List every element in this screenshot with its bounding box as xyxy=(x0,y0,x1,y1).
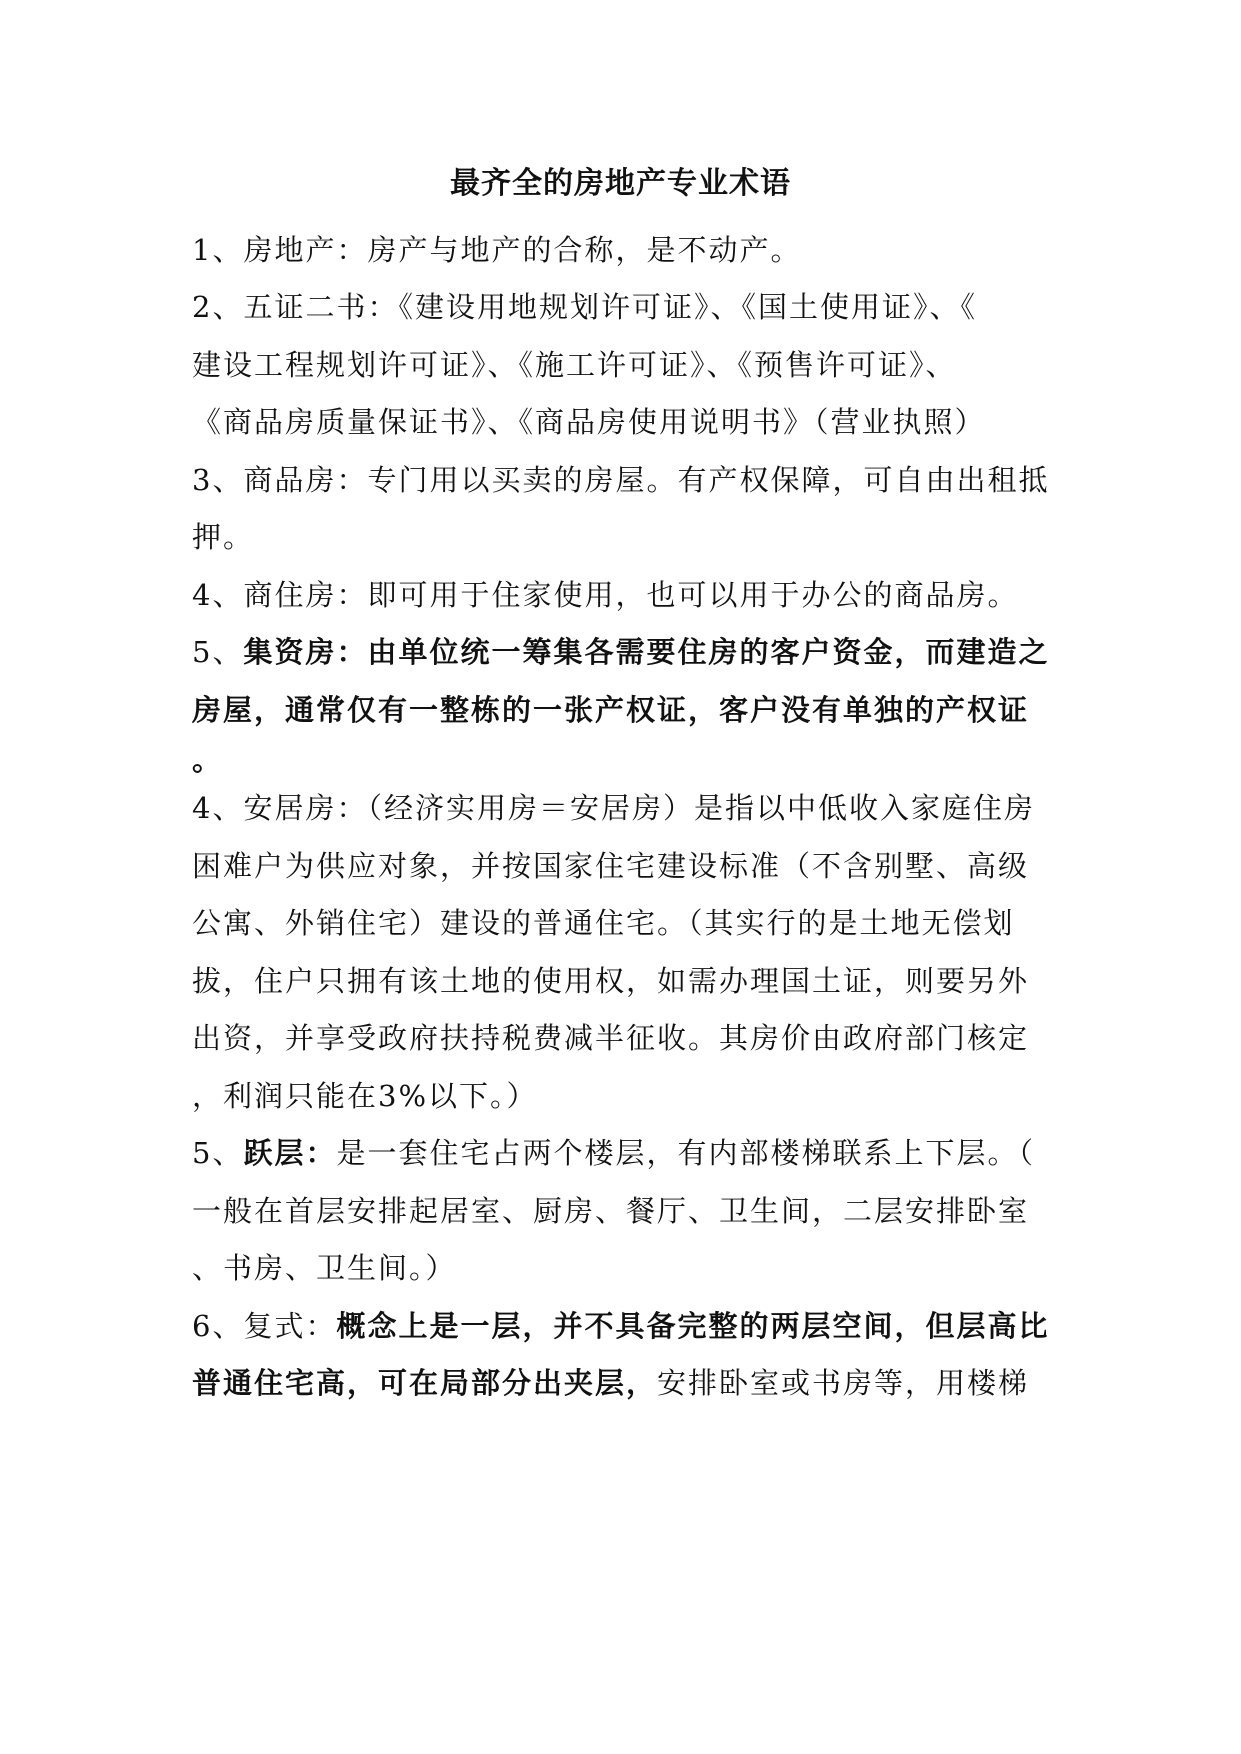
bold-text: 集资房：由单位统一筹集各需要住房的客户资金，而建造之 xyxy=(243,635,1050,669)
document-title: 最齐全的房地产专业术语 xyxy=(450,166,791,201)
term-affordable-housing-line-5 xyxy=(192,1018,1029,1058)
term-fund-raised-housing-line-1 xyxy=(192,632,1049,672)
line-text: 2、五证二书：《建设用地规划许可证》、《国土使用证》、《 xyxy=(192,290,977,324)
bold-text: 房屋，通常仅有一整栋的一张产权证，客户没有单独的产权证 xyxy=(192,693,1030,727)
term-five-certificates-line-1 xyxy=(192,287,977,327)
term-commercial-housing-line-2 xyxy=(192,517,254,557)
line-text: 公寓、外销住宅）建设的普通住宅。（其实行的是土地无偿划 xyxy=(192,906,1015,940)
term-real-estate xyxy=(192,230,801,270)
term-five-certificates-line-3 xyxy=(192,402,986,442)
term-commercial-residential xyxy=(192,575,1018,615)
line-text: 困难户为供应对象，并按国家住宅建设标准（不含别墅、高级 xyxy=(192,849,1030,883)
bold-text: 普通住宅高，可在局部分出夹层， xyxy=(192,1366,658,1400)
bold-text: 概念上是一层，并不具备完整的两层空间，但层高比 xyxy=(336,1309,1050,1343)
term-duplex-line-2 xyxy=(192,1191,1029,1231)
term-duplex-line-1 xyxy=(192,1133,1035,1173)
term-duplex-line-3 xyxy=(192,1248,457,1288)
term-affordable-housing-line-1 xyxy=(192,788,1035,828)
line-text: 建设工程规划许可证》、《施工许可证》、《预售许可证》、 xyxy=(192,348,957,382)
term-loft-line-1 xyxy=(192,1306,1049,1346)
line-text: 4、商住房：即可用于住家使用，也可以用于办公的商品房。 xyxy=(192,578,1019,612)
term-fund-raised-housing-line-3 xyxy=(192,740,223,780)
term-five-certificates-line-2 xyxy=(192,345,957,385)
line-text: 1、房地产：房产与地产的合称，是不动产。 xyxy=(192,233,802,267)
line-text: 6、复式： xyxy=(192,1309,337,1343)
term-affordable-housing-line-2 xyxy=(192,846,1029,886)
term-affordable-housing-line-4 xyxy=(192,961,1029,1001)
bold-text: 。 xyxy=(192,743,224,777)
line-text: 拔，住户只拥有该土地的使用权，如需办理国土证，则要另外 xyxy=(192,964,1030,998)
term-fund-raised-housing-line-2 xyxy=(192,690,1029,730)
term-loft-line-2 xyxy=(192,1363,1029,1403)
line-text: 一般在首层安排起居室、厨房、餐厅、卫生间，二层安排卧室 xyxy=(192,1194,1030,1228)
term-affordable-housing-line-6 xyxy=(192,1076,538,1116)
line-text: 押。 xyxy=(192,520,255,554)
line-number: 5、 xyxy=(192,1136,244,1170)
term-commercial-housing-line-1 xyxy=(192,460,1049,500)
line-text: 出资，并享受政府扶持税费减半征收。其房价由政府部门核定 xyxy=(192,1021,1030,1055)
term-affordable-housing-line-3 xyxy=(192,903,1015,943)
line-number: 5、 xyxy=(192,635,244,669)
line-text: 3、商品房：专门用以买卖的房屋。有产权保障，可自由出租抵 xyxy=(192,463,1050,497)
line-text: 、书房、卫生间。） xyxy=(192,1251,457,1285)
line-text: 4、安居房：（经济实用房＝安居房）是指以中低收入家庭住房 xyxy=(192,791,1035,825)
bold-text: 跃层： xyxy=(243,1136,337,1170)
line-text: 《商品房质量保证书》、《商品房使用说明书》（营业执照） xyxy=(192,405,986,439)
line-text: 是一套住宅占两个楼层，有内部楼梯联系上下层。（ xyxy=(336,1136,1035,1170)
line-text: ，利润只能在3%以下。） xyxy=(192,1079,538,1113)
line-text: 安排卧室或书房等，用楼梯 xyxy=(657,1366,1030,1400)
